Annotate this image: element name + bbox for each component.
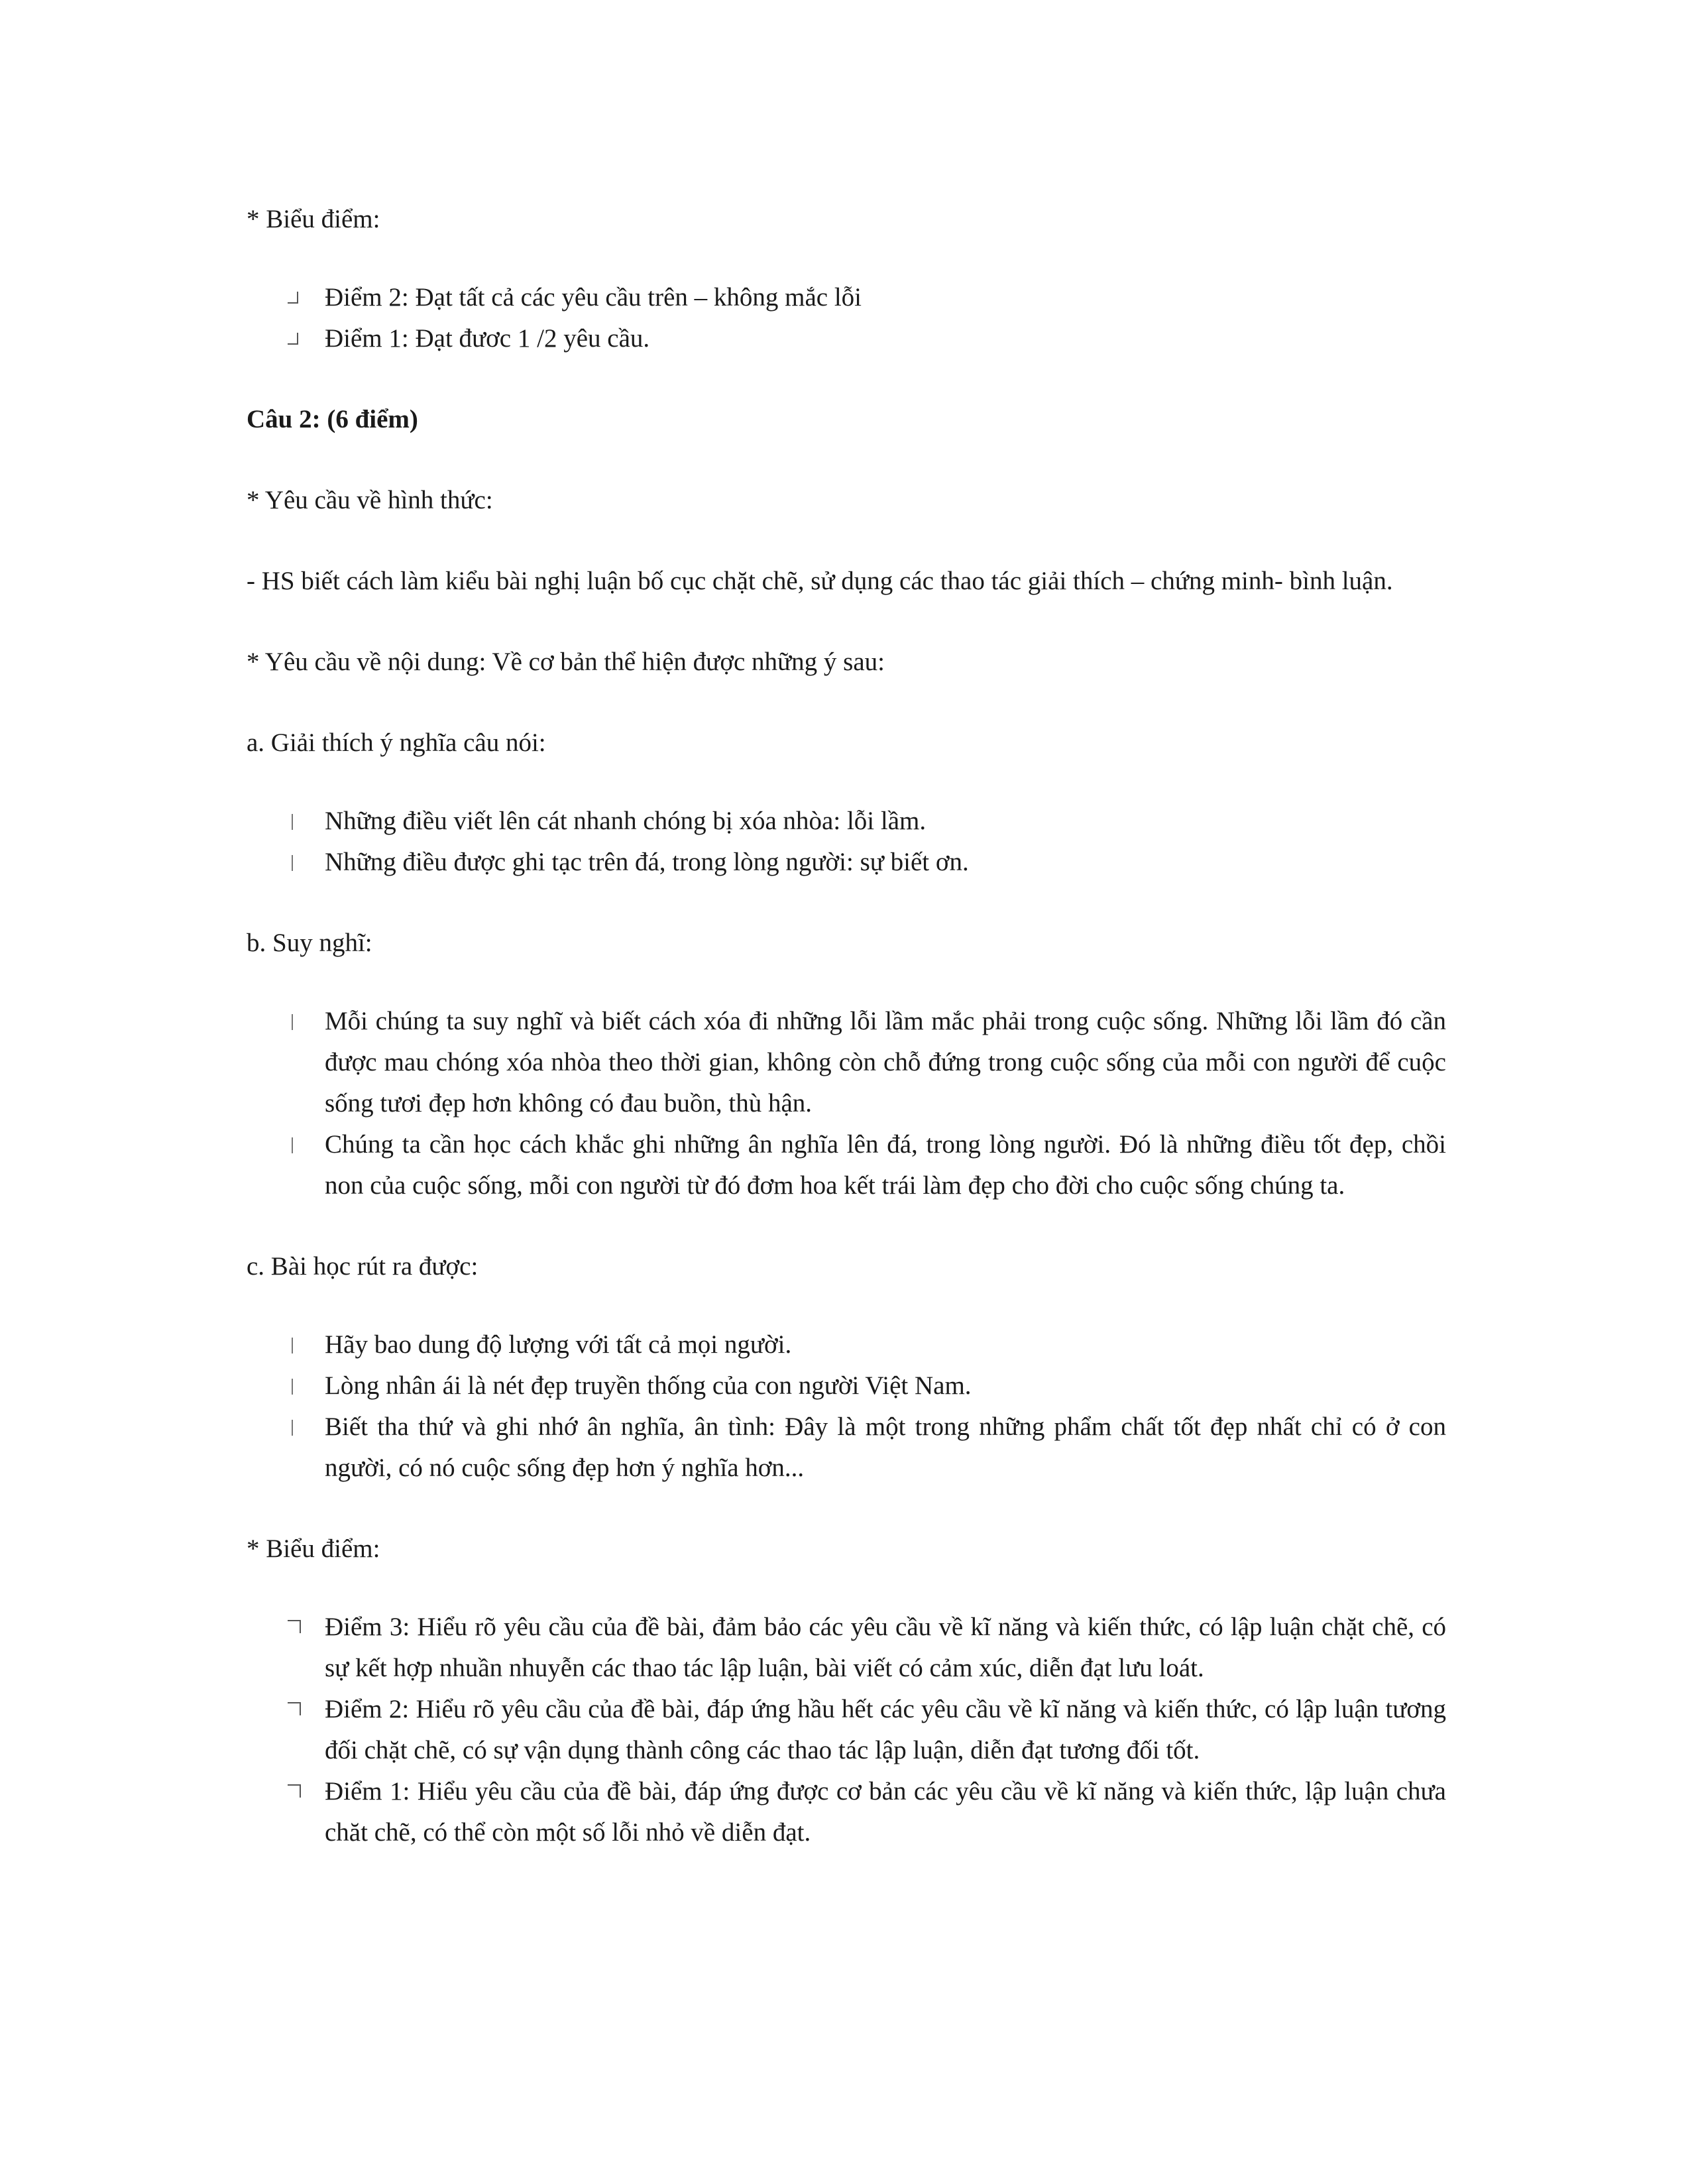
list-item: Những điều được ghi tạc trên đá, trong lòng người: sự biết ơn.: [285, 842, 1446, 883]
corner-bullet-icon: [285, 1607, 311, 1648]
content-requirements-heading: * Yêu cầu về nội dung: Về cơ bản thể hiện được những ý sau:: [247, 648, 885, 676]
corner-bullet-icon: [285, 277, 311, 318]
list-item: Biết tha thứ và ghi nhớ ân nghĩa, ân tình: Đây là một trong những phẩm chất tốt đẹp nhất chỉ có ở con người, có nó cuộc sống đẹp hơn ý nghĩa hơn...: [285, 1407, 1446, 1489]
list-item: Điểm 1: Hiểu yêu cầu của đề bài, đáp ứng được cơ bản các yêu cầu về kĩ năng và kiến thức, lập luận chưa chăt chẽ, có thể còn một số lỗi nhỏ về diễn đạt.: [285, 1771, 1446, 1853]
form-requirements-text: - HS biết cách làm kiểu bài nghị luận bố cục chặt chẽ, sử dụng các thao tác giải thích – chứng minh- bình luận.: [247, 567, 1393, 595]
bar-bullet-icon: [285, 1407, 311, 1448]
list-item: Hãy bao dung độ lượng với tất cả mọi người.: [285, 1324, 1446, 1365]
document-page: [247, 199, 1446, 1853]
bar-bullet-icon: [285, 1001, 311, 1042]
bar-bullet-icon: [285, 842, 311, 883]
corner-bullet-icon: [285, 1771, 311, 1812]
list-item: Mỗi chúng ta suy nghĩ và biết cách xóa đi những lỗi lầm mắc phải trong cuộc sống. Những lỗi lầm đó cần được mau chóng xóa nhòa theo thời gian, không còn chỗ đứng trong cuộc sống của mỗi con người để cuộc sống tươi đẹp hơn không có đau buồn, thù hận.: [285, 1001, 1446, 1124]
question-title: Câu 2: (6 điểm): [247, 405, 418, 433]
scoring-list-2: [247, 1607, 1446, 1853]
list-item: Điểm 1: Đạt đươc 1 /2 yêu cầu.: [285, 318, 1446, 359]
scoring-list-1: [247, 277, 1446, 359]
list-item: Điểm 3: Hiểu rõ yêu cầu của đề bài, đảm bảo các yêu cầu về kĩ năng và kiến thức, có lập luận chặt chẽ, có sự kết hợp nhuần nhuyễn các thao tác lập luận, bài viết có cảm xúc, diễn đạt lưu loát.: [285, 1607, 1446, 1689]
list-item: Chúng ta cần học cách khắc ghi những ân nghĩa lên đá, trong lòng người. Đó là những điều tốt đẹp, chồi non của cuộc sống, mỗi con người từ đó đơm hoa kết trái làm đẹp cho đời cho cuộc sống chúng ta.: [285, 1124, 1446, 1206]
scoring-heading-1: * Biểu điểm:: [247, 205, 380, 233]
list-item: Lòng nhân ái là nét đẹp truyền thống của con người Việt Nam.: [285, 1365, 1446, 1407]
list-item: Điểm 2: Đạt tất cả các yêu cầu trên – không mắc lỗi: [285, 277, 1446, 318]
bar-bullet-icon: [285, 1324, 311, 1365]
part-c-list: [247, 1324, 1446, 1489]
part-c-heading: c. Bài học rút ra được:: [247, 1252, 479, 1281]
part-b-list: [247, 1001, 1446, 1206]
bar-bullet-icon: [285, 1365, 311, 1407]
list-item: Điểm 2: Hiểu rõ yêu cầu của đề bài, đáp ứng hầu hết các yêu cầu về kĩ năng và kiến thức, có lập luận tương đối chặt chẽ, có sự vận dụng thành công các thao tác lập luận, diễn đạt tương đối tốt.: [285, 1689, 1446, 1771]
part-a-list: [247, 801, 1446, 883]
corner-bullet-icon: [285, 318, 311, 359]
list-item: Những điều viết lên cát nhanh chóng bị xóa nhòa: lỗi lầm.: [285, 801, 1446, 842]
scoring-heading-2: * Biểu điểm:: [247, 1534, 380, 1563]
bar-bullet-icon: [285, 1124, 311, 1165]
corner-bullet-icon: [285, 1689, 311, 1730]
part-b-heading: b. Suy nghĩ:: [247, 929, 372, 957]
bar-bullet-icon: [285, 801, 311, 842]
part-a-heading: a. Giải thích ý nghĩa câu nói:: [247, 728, 546, 757]
form-requirements-heading: * Yêu cầu về hình thức:: [247, 486, 493, 514]
